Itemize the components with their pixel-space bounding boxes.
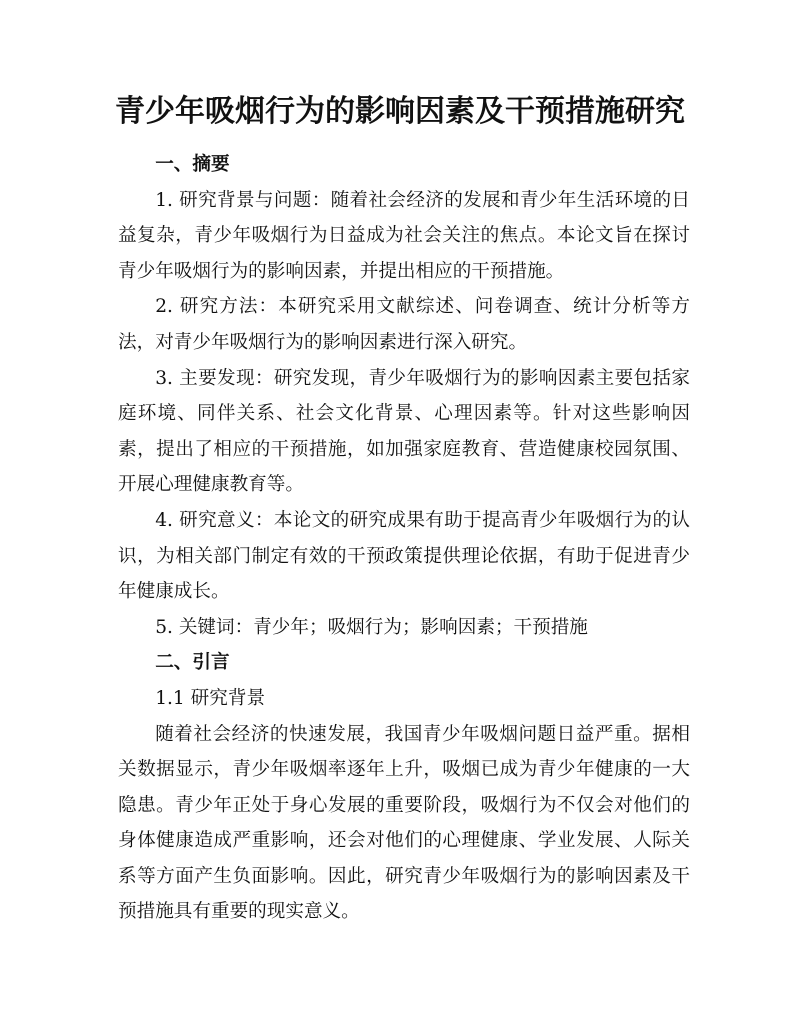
abstract-item-background: 1. 研究背景与问题：随着社会经济的发展和青少年生活环境的日益复杂，青少年吸烟行为日益成为社会关注的焦点。本论文旨在探讨青少年吸烟行为的影响因素，并提出相应的干预措施。 <box>118 189 690 282</box>
abstract-item-findings: 3. 主要发现：研究发现，青少年吸烟行为的影响因素主要包括家庭环境、同伴关系、社会文化背景、心理因素等。针对这些影响因素，提出了相应的干预措施，如加强家庭教育、营造健康校园氛围、开展心理健康教育等。 <box>118 367 690 496</box>
abstract-item-method: 2. 研究方法：本研究采用文献综述、问卷调查、统计分析等方法，对青少年吸烟行为的影响因素进行深入研究。 <box>118 296 690 353</box>
document-title: 青少年吸烟行为的影响因素及干预措施研究 <box>115 94 685 129</box>
abstract-item-significance: 4. 研究意义：本论文的研究成果有助于提高青少年吸烟行为的认识，为相关部门制定有效的干预政策提供理论依据，有助于促进青少年健康成长。 <box>118 509 690 603</box>
abstract-item-keywords: 5. 关键词：青少年；吸烟行为；影响因素；干预措施 <box>155 616 588 638</box>
intro-paragraph: 随着社会经济的快速发展，我国青少年吸烟问题日益严重。据相关数据显示，青少年吸烟率逐年上升，吸烟已成为青少年健康的一大隐患。青少年正处于身心发展的重要阶段，吸烟行为不仅会对他们的身体健康造成严重影响，还会对他们的心理健康、学业发展、人际关系等方面产生负面影响。因此，研究青少年吸烟行为的影响因素及干预措施具有重要的现实意义。 <box>118 723 690 923</box>
document-body <box>118 147 690 930</box>
intro-subheading: 1.1 研究背景 <box>155 687 266 709</box>
abstract-heading: 一、摘要 <box>155 154 230 175</box>
intro-heading: 二、引言 <box>155 652 230 674</box>
